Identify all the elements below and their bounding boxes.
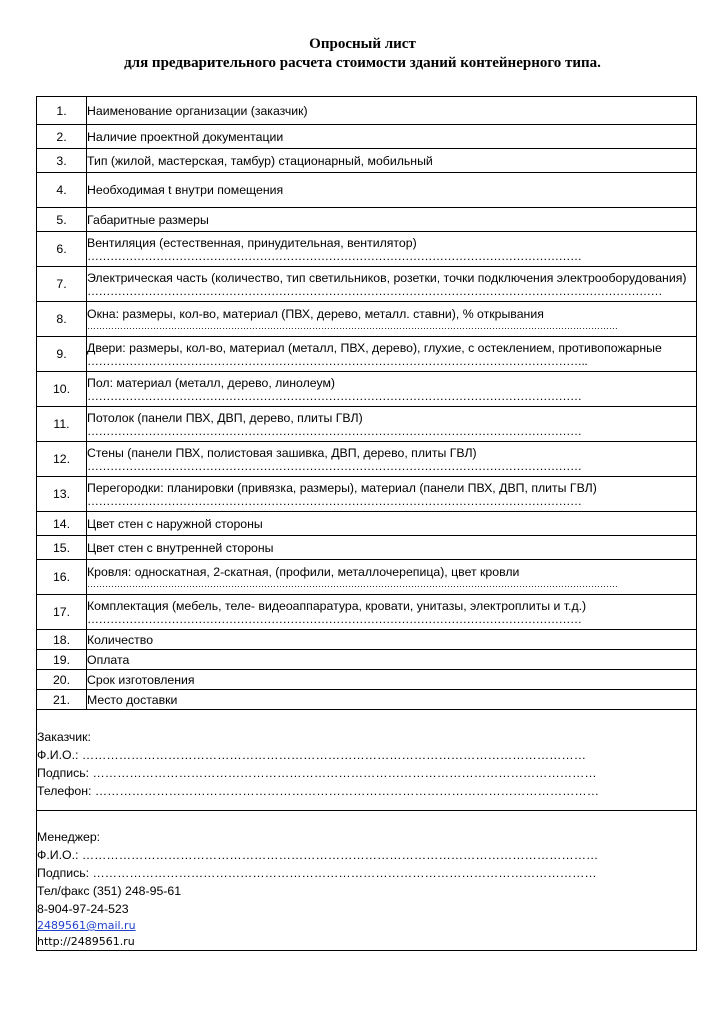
answer-dotted-line[interactable]: …………………………………………………………………………………………………………………………………………………………… xyxy=(87,578,618,589)
question-label: Перегородки: планировки (привязка, размеры), материал (панели ПВХ, ДВП, плиты ГВЛ) xyxy=(87,481,597,495)
manager-block xyxy=(37,811,697,951)
row-number: 7. xyxy=(37,267,87,302)
question-label: Габаритные размеры xyxy=(87,212,209,227)
row-number: 20. xyxy=(37,670,87,690)
row-number: 19. xyxy=(37,650,87,670)
answer-cell[interactable] xyxy=(87,125,697,149)
row-number: 21. xyxy=(37,690,87,710)
row-number: 11. xyxy=(37,407,87,442)
question-row xyxy=(37,267,697,302)
answer-dotted-line[interactable]: ………………………………………………………………………………………………………………….. xyxy=(87,355,588,367)
answer-cell[interactable] xyxy=(87,536,697,560)
answer-cell[interactable] xyxy=(87,232,697,267)
question-label: Кровля: односкатная, 2-скатная, (профили, металлочерепица), цвет кровли xyxy=(87,564,520,579)
question-label: Цвет стен с внутренней стороны xyxy=(87,540,274,555)
question-label: Цвет стен с наружной стороны xyxy=(87,516,263,531)
manager-heading: Менеджер: xyxy=(37,830,101,844)
row-number: 2. xyxy=(37,125,87,149)
question-label: Количество xyxy=(87,632,154,647)
customer-fio-field[interactable]: Ф.И.О.: …………………………………………………………………………………………………………… xyxy=(37,748,587,762)
question-row xyxy=(37,536,697,560)
question-row xyxy=(37,512,697,536)
row-number: 1. xyxy=(37,97,87,125)
question-row xyxy=(37,407,697,442)
question-label: Электрическая часть (количество, тип светильников, розетки, точки подключения электрооборудования) xyxy=(87,271,687,285)
answer-cell[interactable] xyxy=(87,208,697,232)
question-label: Потолок (панели ПВХ, ДВП, дерево, плиты ГВЛ) xyxy=(87,411,363,425)
answer-cell[interactable] xyxy=(87,512,697,536)
answer-cell[interactable] xyxy=(87,302,697,337)
manager-cell xyxy=(37,811,697,951)
question-label: Необходимая t внутри помещения xyxy=(87,183,284,197)
manager-mobile: 8-904-97-24-523 xyxy=(37,902,129,916)
row-number: 18. xyxy=(37,630,87,650)
row-number: 17. xyxy=(37,595,87,630)
answer-dotted-line[interactable]: ………………………………………………………………………………………………………………… xyxy=(87,390,582,402)
question-label: Место доставки xyxy=(87,692,178,707)
title-line-2: для предварительного расчета стоимости зданий контейнерного типа. xyxy=(124,55,601,71)
answer-cell[interactable] xyxy=(87,477,697,512)
question-row xyxy=(37,477,697,512)
question-row xyxy=(37,337,697,372)
customer-cell xyxy=(37,710,697,811)
answer-dotted-line[interactable]: ………………………………………………………………………………………………………………… xyxy=(87,250,582,262)
answer-cell[interactable] xyxy=(87,372,697,407)
question-row xyxy=(37,690,697,710)
row-number: 9. xyxy=(37,337,87,372)
question-label: Тип (жилой, мастерская, тамбур) стационарный, мобильный xyxy=(87,153,433,168)
answer-dotted-line[interactable]: ………………………………………………………………………………………………………………… xyxy=(87,460,582,472)
answer-cell[interactable] xyxy=(87,690,697,710)
answer-cell[interactable] xyxy=(87,442,697,477)
answer-cell[interactable] xyxy=(87,173,697,208)
row-number: 12. xyxy=(37,442,87,477)
question-row xyxy=(37,149,697,173)
question-row xyxy=(37,560,697,595)
answer-dotted-line[interactable]: …………………………………………………………………………………………………………………………………………………………… xyxy=(87,320,618,331)
answer-cell[interactable] xyxy=(87,560,697,595)
question-row xyxy=(37,650,697,670)
customer-phone-field[interactable]: Телефон: …………………………………………………………………………………………………………… xyxy=(37,784,600,798)
question-label: Стены (панели ПВХ, полистовая зашивка, ДВП, дерево, плиты ГВЛ) xyxy=(87,446,477,460)
answer-cell[interactable] xyxy=(87,407,697,442)
question-label: Наличие проектной документации xyxy=(87,129,284,144)
manager-signature-field[interactable]: Подпись: …………………………………………………………………………………………………………… xyxy=(37,866,597,880)
question-row xyxy=(37,595,697,630)
question-row xyxy=(37,173,697,208)
question-label: Наименование организации (заказчик) xyxy=(87,103,308,118)
manager-telfax: Тел/факс (351) 248-95-61 xyxy=(37,884,182,898)
row-number: 16. xyxy=(37,560,87,595)
answer-cell[interactable] xyxy=(87,630,697,650)
answer-dotted-line[interactable]: ………………………………………………………………………………………………………………… xyxy=(87,495,582,507)
row-number: 5. xyxy=(37,208,87,232)
question-row xyxy=(37,442,697,477)
question-row xyxy=(37,232,697,267)
question-row xyxy=(37,372,697,407)
row-number: 14. xyxy=(37,512,87,536)
answer-cell[interactable] xyxy=(87,97,697,125)
question-row xyxy=(37,302,697,337)
customer-block xyxy=(37,710,697,811)
question-row xyxy=(37,208,697,232)
question-label: Оплата xyxy=(87,652,130,667)
question-row xyxy=(37,630,697,650)
title-line-1: Опросный лист xyxy=(309,36,416,52)
manager-fio-field[interactable]: Ф.И.О.: ……………………………………………………………………………………………………………… xyxy=(37,848,599,862)
answer-dotted-line[interactable]: ………………………………………………………………………………………………………………… xyxy=(87,613,582,625)
answer-cell[interactable] xyxy=(87,595,697,630)
question-row xyxy=(37,125,697,149)
question-label: Двери: размеры, кол-во, материал (металл, ПВХ, дерево), глухие, с остеклением, противопожарные xyxy=(87,341,662,355)
answer-cell[interactable] xyxy=(87,149,697,173)
question-label: Срок изготовления xyxy=(87,672,195,687)
row-number: 8. xyxy=(37,302,87,337)
row-number: 15. xyxy=(37,536,87,560)
answer-cell[interactable] xyxy=(87,337,697,372)
answer-dotted-line[interactable]: ………………………………………………………………………………………………………………… xyxy=(87,425,582,437)
row-number: 10. xyxy=(37,372,87,407)
question-label: Окна: размеры, кол-во, материал (ПВХ, дерево, металл. ставни), % открывания xyxy=(87,306,544,321)
manager-email-link[interactable]: 2489561@mail.ru xyxy=(37,919,136,932)
questionnaire-table xyxy=(36,96,697,951)
question-label: Пол: материал (металл, дерево, линолеум) xyxy=(87,376,336,390)
customer-signature-field[interactable]: Подпись: …………………………………………………………………………………………………………… xyxy=(37,766,597,780)
row-number: 6. xyxy=(37,232,87,267)
customer-heading: Заказчик: xyxy=(37,730,91,744)
question-label: Комплектация (мебель, теле- видеоаппаратура, кровати, унитазы, электроплиты и т.д.) xyxy=(87,599,587,613)
row-number: 4. xyxy=(37,173,87,208)
answer-cell[interactable] xyxy=(87,670,697,690)
row-number: 13. xyxy=(37,477,87,512)
question-label: Вентиляция (естественная, принудительная, вентилятор) xyxy=(87,236,417,250)
row-number: 3. xyxy=(37,149,87,173)
manager-site: http://2489561.ru xyxy=(37,935,135,948)
answer-cell[interactable] xyxy=(87,267,697,302)
question-row xyxy=(37,97,697,125)
question-row xyxy=(37,670,697,690)
answer-dotted-line[interactable]: …………………………………………………………………………………………………………………………………… xyxy=(87,285,662,297)
answer-cell[interactable] xyxy=(87,650,697,670)
